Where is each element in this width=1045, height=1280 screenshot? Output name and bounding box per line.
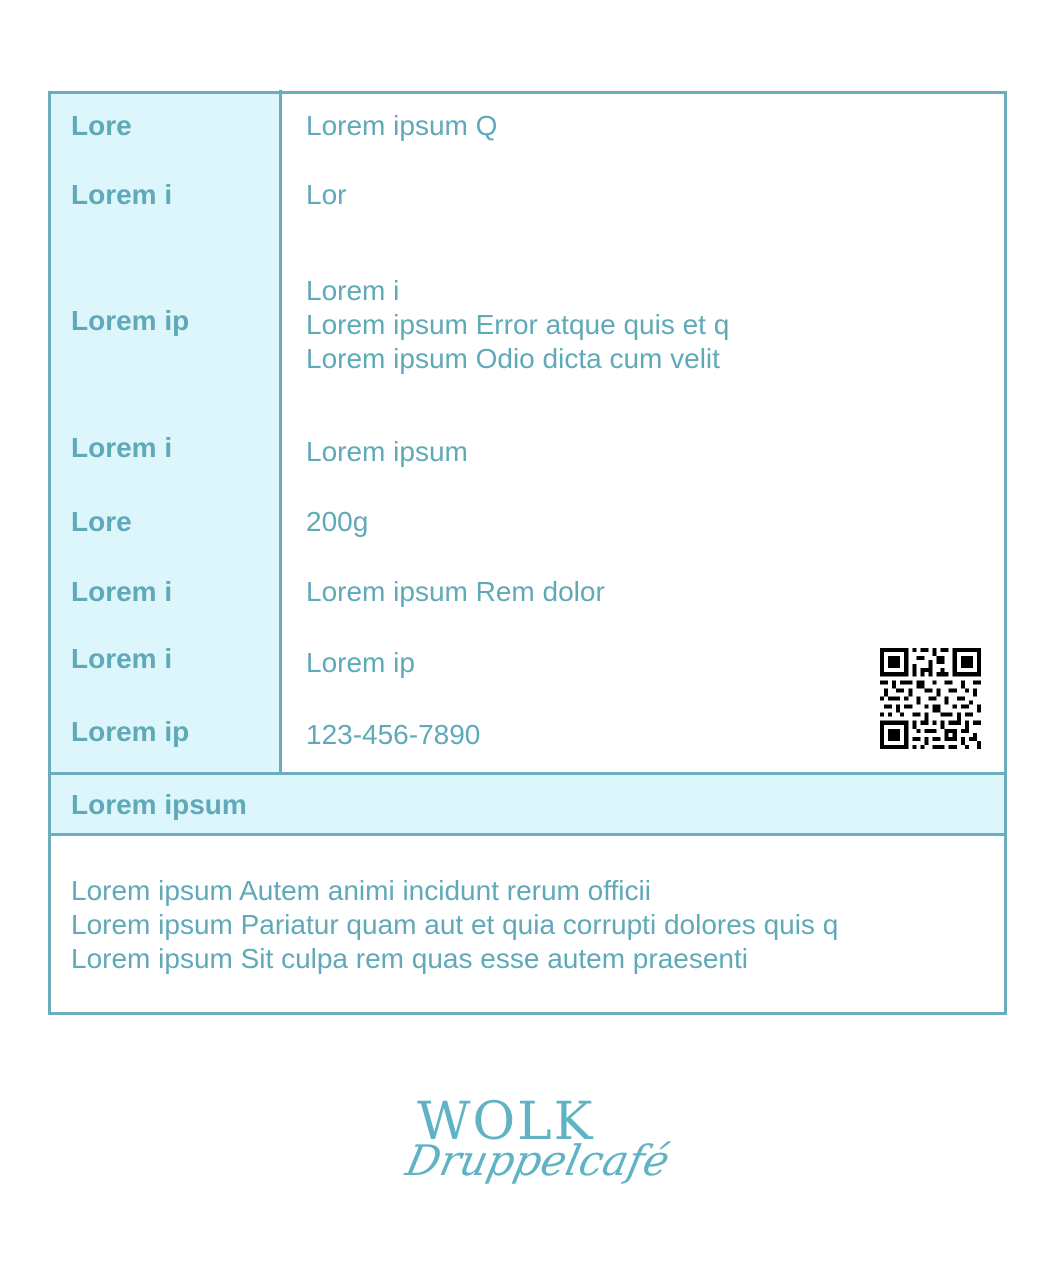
section-header [51, 772, 1004, 836]
row-value-line: Lorem ipsum Error atque quis et q [306, 309, 730, 340]
row-value [306, 646, 415, 680]
row-value-line: Lorem ipsum [306, 436, 468, 467]
row-value-line: Lorem ipsum Odio dicta cum velit [306, 343, 720, 374]
row-label: Lorem i [71, 179, 173, 210]
row-value [306, 505, 368, 539]
section-title: Lorem ipsum [71, 789, 247, 820]
qr-code-icon [880, 648, 981, 749]
row-value-line: Lorem ipsum Q [306, 110, 498, 141]
description-line: Lorem ipsum Pariatur quam aut et quia corrupti dolores quis q [71, 909, 839, 940]
description-text [71, 874, 838, 976]
logo-wordmark: WOLK [417, 1092, 595, 1152]
row-label: Lore [71, 506, 132, 537]
row-value [306, 178, 346, 212]
row-value [306, 575, 605, 609]
row-value-line: Lorem ipsum Rem dolor [306, 576, 605, 607]
row-value-line: 123-456-7890 [306, 719, 481, 750]
row-label: Lorem ip [71, 305, 190, 336]
row-value [306, 435, 468, 469]
row-value-line: Lorem ip [306, 647, 415, 678]
column-divider [279, 90, 282, 772]
row-label: Lorem i [71, 643, 173, 674]
row-label: Lorem i [71, 576, 173, 607]
row-label: Lorem i [71, 432, 173, 463]
row-value-line: 200g [306, 506, 369, 537]
row-value-line: Lor [306, 179, 347, 210]
row-value-line: Lorem i [306, 275, 400, 306]
logo-script: Druppelcafé [401, 1136, 675, 1185]
description-line: Lorem ipsum Autem animi incidunt rerum officii [71, 875, 651, 906]
row-label: Lorem ip [71, 716, 190, 747]
brand-logo [395, 1092, 675, 1202]
product-info-card [48, 91, 1007, 1015]
row-value [306, 718, 480, 752]
row-value [306, 274, 729, 376]
row-label: Lore [71, 110, 132, 141]
description-line: Lorem ipsum Sit culpa rem quas esse autem praesenti [71, 943, 748, 974]
row-value [306, 109, 497, 143]
